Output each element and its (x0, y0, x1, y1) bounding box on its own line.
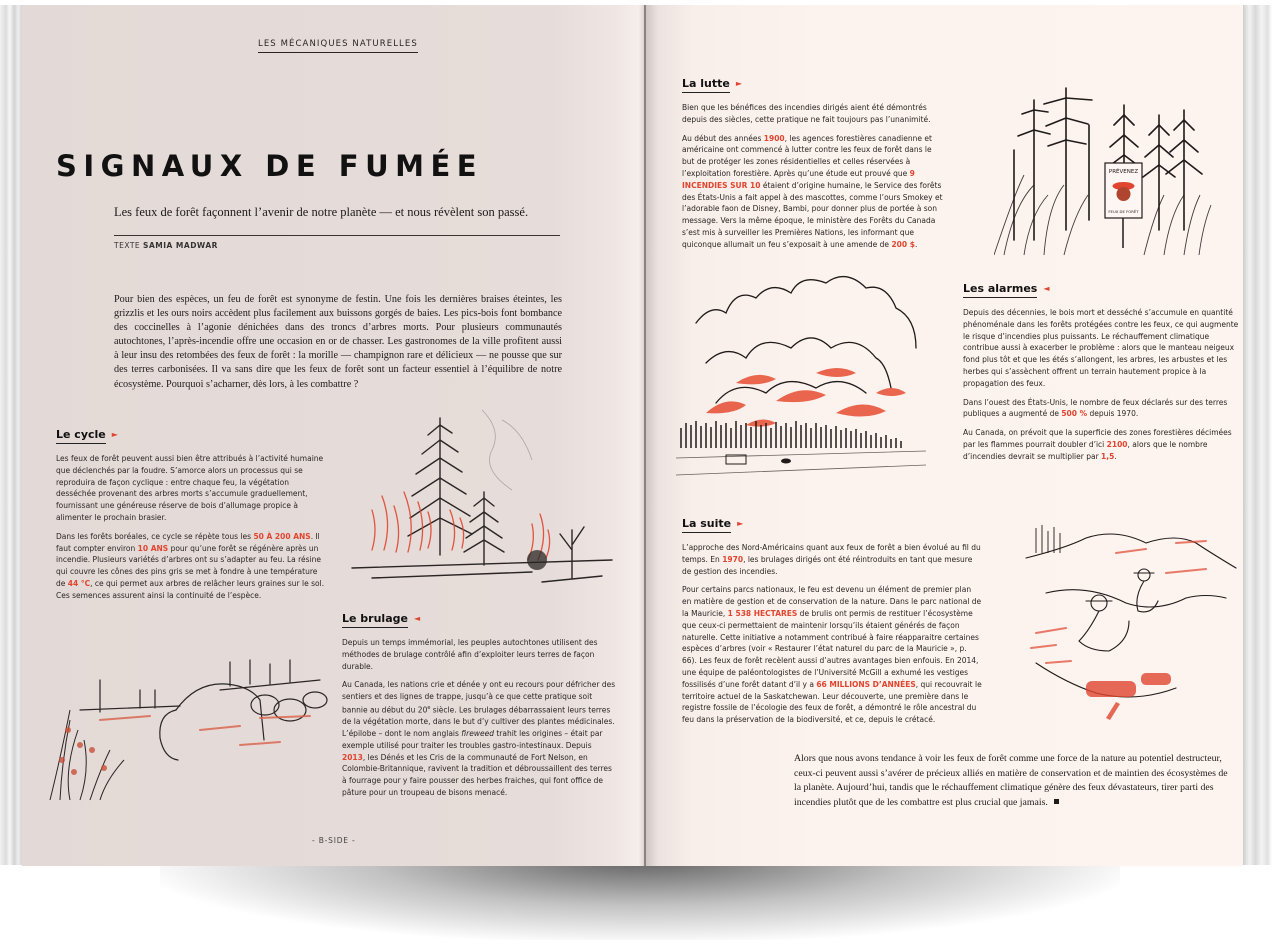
paragraph: Au début des années 1900, les agences forestières canadienne et américaine ont commencé à lutter contre les feux de forêt dans le but de protéger les zones résidentielles et celles réservées à l’exploitation forestière. Après qu’une étude eut prouvé que 9 INCENDIES SUR 10 étaient d’origine humaine, le Service des forêts des États-Unis a fait appel à des mascottes, comme l’ours Smokey et l’adorable faon de Disney, Bambi, pour donner plus de portée à son message. Vers la même époque, le ministère des Forêts du Canada s’est mis à surveiller les Premières Nations, les informant que quiconque allumait un feu s’exposait à une amende de 200 $. (682, 133, 943, 249)
byline-label: TEXTE (114, 241, 141, 250)
section-lutte (682, 72, 944, 258)
section-brulage (342, 607, 617, 806)
illustration-wildfire-highway (676, 263, 938, 478)
paragraph: Pour certains parcs nationaux, le feu est devenu un élément de premier plan en matière de gestion et de conservation de la nature. Dans le parc national de la Mauricie, 1 538 HECTARES de brulis ont permis de restituer l’écosystème que ceux-ci permettaient de maintenir lorsqu’ils étaient générés de façon naturelle. Cette initiative a notamment contribué à faire réapparaitre certaines espèces d’arbres (voir « Restaurer l’état naturel du parc de la Mauricie », p. 66). Les feux de forêt recèlent aussi d’autres avantages bien enfouis. En 2014, une équipe de paléontologistes de l’Université McGill a exhumé les vestiges fossilisés d’une forêt datant d’il y a 66 MILLIONS D’ANNÉES, qui recouvrait le territoire actuel de la Saskatchewan. Leur découverte, une première dans le registre fossile de l’écologie des feux de forêt, a démontré le rôle ancestral du feu dans la préservation de la biodiversité, et ce, depuis le crétacé. (682, 585, 982, 725)
paragraph: Depuis un temps immémorial, les peuples autochtones utilisent des méthodes de brulage contrôlé afin d’exploiter leurs terres de façon durable. (342, 638, 598, 671)
right-page (646, 5, 1243, 866)
highlight-stat: 2013 (342, 752, 363, 762)
arrow-right-icon: ► (737, 519, 744, 528)
section-body-alarmes (963, 307, 1239, 463)
paragraph: Les feux de forêt peuvent aussi bien être attribués à l’activité humaine que déclenchés par la foudre. S’amorce alors un processus qui se reproduira de façon cyclique : entre chaque feu, la végétation desséchée provenant des arbres morts s’accumule graduellement, fournissant une généreuse réserve de bois d’allumage propice à alimenter le prochain brasier. (56, 454, 324, 522)
highlight-stat: 1900 (763, 133, 785, 143)
article-deck: Les feux de forêt façonnent l’avenir de notre planète — et nous révèlent son passé. (114, 205, 529, 219)
arrow-right-icon: ► (735, 79, 742, 88)
paragraph: Dans l’ouest des États-Unis, le nombre de feux déclarés sur des terres publiques a augmenté de 500 % depuis 1970. (963, 397, 1228, 419)
highlight-stat: 1970 (722, 554, 744, 564)
highlight-stat: 500 % (1061, 409, 1088, 419)
section-alarmes (963, 277, 1239, 470)
sign-text-bottom: FEUX DE FORÊT (1108, 209, 1139, 214)
paragraph: L’approche des Nord-Américains quant aux feux de forêt a bien évolué au fil du temps. En 1970, les brulages dirigés ont été réintroduits en tant que mesure de gestion des incendies. (682, 543, 981, 576)
section-body-cycle (56, 453, 328, 602)
arrow-right-icon: ► (111, 430, 118, 439)
section-heading-lutte: La lutte (682, 77, 730, 93)
highlight-stat: 1,5 (1101, 451, 1115, 461)
page-folio: - B-SIDE - (312, 836, 356, 845)
end-mark-icon (1054, 799, 1059, 804)
left-page (22, 5, 645, 866)
section-heading-brulage: Le brulage (342, 612, 408, 628)
article-title: SIGNAUX DE FUMÉE (56, 149, 484, 183)
byline-author: SAMIA MADWAR (143, 241, 218, 250)
section-cycle (56, 423, 328, 609)
highlight-stat: 66 MILLIONS D’ANNÉES (816, 679, 916, 689)
illustration-forest-prevention-sign (994, 80, 1214, 260)
paragraph: Depuis des décennies, le bois mort et desséché s’accumule en quantité phénoménale dans les forêts protégées contre les feux, ce qui augmente le risque d’incendies plus puissants. Le réchauffement climatique contribue aussi à exacerber le problème : alors que le manteau neigeux fond plus tôt et que les étés s’allongent, les arbres, les arbustes et les herbes qui s’assèchent offrent un terrain hautement propice à la propagation des feux. (963, 308, 1239, 388)
page-stack-right-edge (1242, 5, 1272, 865)
section-body-brulage (342, 637, 617, 799)
illustration-burning-trees (332, 400, 632, 600)
page-stack-left-edge (0, 5, 24, 865)
highlight-stat: 44 °C (67, 578, 91, 588)
illustration-bison-landscape (40, 650, 340, 820)
sign-text-top: PRÉVENEZ (1108, 169, 1139, 175)
paragraph: Au Canada, les nations crie et dénée y ont eu recours pour défricher des sentiers et des lignes de trappe, jusqu’à ce que cette pratique soit bannie au début du 20e siècle. Les brulages débarrassaient leurs terres de la végétation morte, dans le but d’y cultiver des plantes médicinales. L’épilobe – dont le nom anglais fireweed trahit les origines – était par exemple utilisé pour traiter les troubles gastro-intestinaux. Depuis 2013, les Dénés et les Cris de la communauté de Fort Nelson, en Colombie-Britannique, ravivent la tradition et débroussaillent des terres à fourrage pour y faire pousser des herbes fraiches, qui font office de pâture pour un troupeau de bisons menacé. (342, 680, 616, 798)
highlight-stat: 2100 (1106, 439, 1128, 449)
section-heading-cycle: Le cycle (56, 428, 106, 444)
highlight-stat: 200 $ (891, 239, 915, 249)
byline-divider (114, 235, 560, 236)
magazine-drop-shadow (160, 860, 1120, 940)
highlight-stat: 9 INCENDIES SUR 10 (682, 168, 915, 190)
section-body-suite (682, 542, 982, 726)
section-heading-alarmes: Les alarmes (963, 282, 1037, 298)
illustration-paleontologists-dig (1016, 513, 1241, 738)
arrow-left-icon: ◄ (413, 614, 421, 623)
closing-paragraph: Alors que nous avons tendance à voir les feux de forêt comme une force de la nature au potentiel destructeur, ceux-ci peuvent aussi s’avérer de précieux alliés en matière de conservation et de maintien des écosystèmes de la planète. Aujourd’hui, tandis que le réchauffement climatique génère des feux dévastateurs, tirer parti des incendies plutôt que de les combattre est plus crucial que jamais. (794, 753, 1228, 808)
arrow-left-icon: ◄ (1043, 284, 1050, 293)
highlight-stat: 1 538 HECTARES (727, 608, 798, 618)
paragraph: Bien que les bénéfices des incendies dirigés aient été démontrés depuis des siècles, cette pratique ne fait toujours pas l’unanimité. (682, 103, 931, 124)
section-kicker: LES MÉCANIQUES NATURELLES (258, 39, 418, 53)
paragraph: Dans les forêts boréales, ce cycle se répète tous les 50 À 200 ANS. Il faut compter environ 10 ANS pour qu’une forêt se régénère après un incendie. Plusieurs variétés d’arbres ont su s’adapter au feu. La résine qui couvre les cônes des pins gris se met à fondre à une température de 44 °C, ce qui permet aux arbres de relâcher leurs graines sur le sol. Ces semences assurent ainsi la continuité de l’espèce. (56, 531, 325, 600)
section-body-lutte (682, 102, 944, 251)
section-heading-suite: La suite (682, 517, 731, 533)
paragraph: Au Canada, on prévoit que la superficie des zones forestières décimées par les flammes pourrait doubler d’ici 2100, alors que le nombre d’incendies devrait se multiplier par 1,5. (963, 428, 1232, 461)
intro-paragraph: Pour bien des espèces, un feu de forêt est synonyme de festin. Une fois les dernières braises éteintes, les grizzlis et les ours noirs accèdent plus facilement aux buissons gorgés de baies. Les pics-bois font bombance des coccinelles à l’agonie dénichées dans des troncs d’arbres morts. Pour plusieurs communautés autochtones, l’après-incendie offre une occasion en or de chasser. Les gastronomes de la ville profitent aussi à leur insu des retombées des feux de forêt : la morille — champignon rare et délicieux — ne pousse que sur des terres carbonisées. Il va sans dire que les feux de forêt sont un facteur essentiel à l’équilibre de notre écosystème. Pourquoi s’acharner, dès lors, à les combattre ? (114, 294, 562, 390)
highlight-stat: 50 À 200 ANS (253, 531, 311, 541)
highlight-stat: 10 ANS (137, 543, 169, 553)
byline (114, 241, 218, 250)
section-suite (682, 512, 982, 733)
